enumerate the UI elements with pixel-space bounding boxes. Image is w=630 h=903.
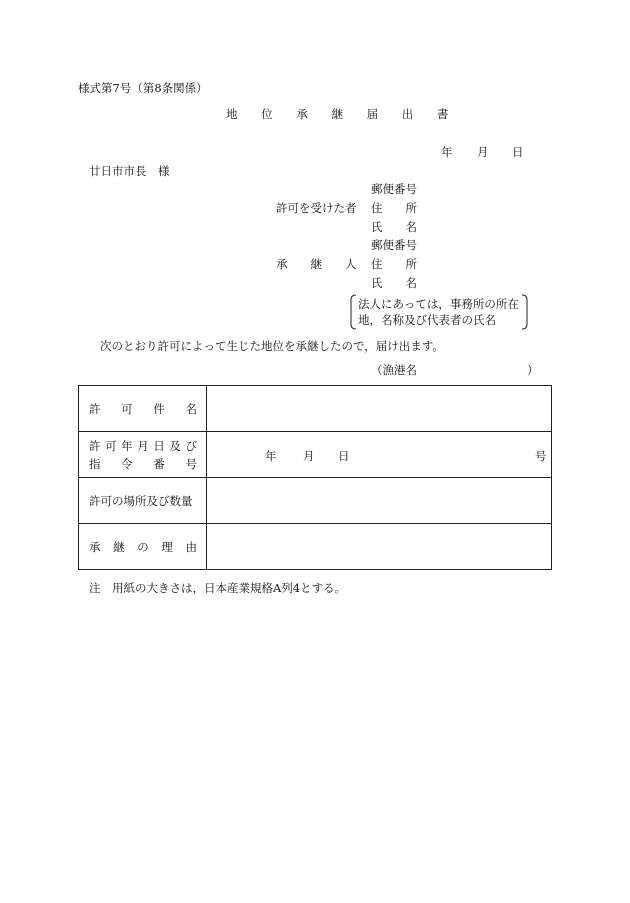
date-day: 日 (512, 145, 524, 159)
succession-reason-value-cell[interactable] (207, 524, 552, 570)
label-char: び (185, 438, 197, 453)
label-char: 可 (121, 401, 133, 416)
successor-label: 承 継 人 (276, 257, 357, 271)
body-text: 次のとおり許可によって生じた地位を承継したので，届け出ます。 (100, 339, 444, 353)
label-char: 日 (153, 438, 165, 453)
row2-month: 月 (303, 449, 315, 463)
row2-number: 号 (535, 449, 547, 463)
label-char: 月 (137, 438, 149, 453)
label-char: 指 (89, 456, 101, 471)
location-quantity-label-cell (79, 478, 207, 524)
table-row (79, 478, 552, 524)
port-name-open: （漁港名 (371, 363, 417, 377)
label-char: 番 (153, 456, 165, 471)
table-row (79, 432, 552, 478)
page-title: 地 位 承 継 届 出 書 (226, 107, 459, 121)
corporate-note (350, 294, 528, 330)
permit-holder-postal-label: 郵便番号 (371, 182, 417, 196)
corporate-note-line2: 地，名称及び代表者の氏名 (358, 313, 496, 327)
successor-address-label: 住 所 (371, 257, 417, 271)
application-table (78, 385, 552, 570)
label-char: 令 (121, 456, 133, 471)
permit-date-value-cell[interactable] (207, 432, 552, 478)
table-row (79, 524, 552, 570)
date-year: 年 (441, 145, 453, 159)
succession-reason-label-cell (79, 524, 207, 570)
row2-year: 年 (265, 449, 277, 463)
successor-name-label: 氏 名 (371, 276, 417, 290)
paper-size-note: 注 用紙の大きさは，日本産業規格A列4とする。 (89, 581, 347, 595)
location-quantity-value-cell[interactable] (207, 478, 552, 524)
location-quantity-label: 許可の場所及び数量 (89, 493, 193, 508)
label-char: 件 (153, 401, 165, 416)
label-char: 許 (89, 401, 101, 416)
row2-day: 日 (338, 449, 350, 463)
label-char: 由 (185, 539, 197, 554)
permit-holder-name-label: 氏 名 (371, 220, 417, 234)
label-char: 号 (185, 456, 197, 471)
permit-matter-value-cell[interactable] (207, 386, 552, 432)
permit-date-label-cell (79, 432, 207, 478)
label-char: 名 (185, 401, 197, 416)
label-char: 及 (169, 438, 181, 453)
label-char: 継 (113, 539, 125, 554)
table-row (79, 386, 552, 432)
label-char: 年 (121, 438, 133, 453)
permit-holder-address-label: 住 所 (371, 201, 417, 215)
label-char: 承 (89, 539, 101, 554)
label-char: 可 (105, 438, 117, 453)
corporate-note-line1: 法人にあっては，事務所の所在 (358, 297, 519, 311)
successor-postal-label: 郵便番号 (371, 238, 417, 252)
permit-holder-label: 許可を受けた者 (276, 201, 357, 215)
permit-matter-label-cell (79, 386, 207, 432)
label-char: 理 (161, 539, 173, 554)
port-name-close: ） (527, 363, 539, 377)
addressee: 廿日市市長 様 (89, 164, 170, 178)
date-month: 月 (477, 145, 489, 159)
label-char: 許 (89, 438, 101, 453)
form-number: 様式第7号（第8条関係） (78, 81, 208, 95)
label-char: の (137, 539, 149, 554)
